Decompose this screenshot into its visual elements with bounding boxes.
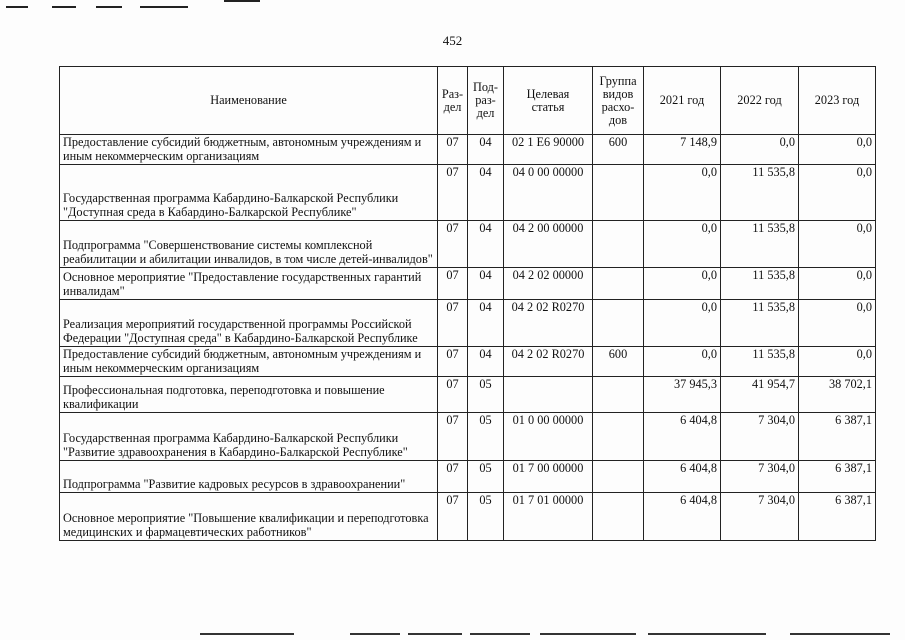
row-value-2022: 11 535,8 — [721, 347, 799, 377]
row-section: 07 — [438, 300, 468, 347]
table-row — [60, 300, 876, 347]
row-subsection: 05 — [468, 493, 504, 541]
row-name: Основное мероприятие "Предоставление государственных гарантий инвалидам" — [60, 268, 438, 300]
row-subsection: 04 — [468, 135, 504, 165]
table-row — [60, 461, 876, 493]
column-header-subsection: Под- раз- дел — [468, 67, 504, 135]
row-section: 07 — [438, 493, 468, 541]
row-value-2023: 38 702,1 — [799, 377, 876, 413]
row-name: Предоставление субсидий бюджетным, автономным учреждениям и иным некоммерческим организациям — [60, 135, 438, 165]
row-value-2023: 0,0 — [799, 135, 876, 165]
scan-artifact-line — [350, 633, 400, 635]
row-subsection: 05 — [468, 413, 504, 461]
row-value-2021: 6 404,8 — [644, 413, 721, 461]
row-value-2022: 41 954,7 — [721, 377, 799, 413]
row-section: 07 — [438, 461, 468, 493]
row-value-2023: 6 387,1 — [799, 493, 876, 541]
column-header-2022: 2022 год — [721, 67, 799, 135]
row-value-2023: 6 387,1 — [799, 461, 876, 493]
column-header-target-article: Целевая статья — [504, 67, 593, 135]
scan-artifact-line — [470, 633, 530, 635]
table-row — [60, 268, 876, 300]
row-value-2023: 0,0 — [799, 300, 876, 347]
table-row — [60, 413, 876, 461]
page-number: 452 — [442, 33, 463, 48]
table-row — [60, 135, 876, 165]
row-name: Подпрограмма "Совершенствование системы комплексной реабилитации и абилитации инвалидов, в том числе детей-инвалидов" — [60, 221, 438, 268]
scan-artifact-line — [408, 633, 462, 635]
row-expense-group — [593, 461, 644, 493]
scan-artifact-line — [96, 6, 122, 8]
budget-table — [59, 66, 876, 541]
column-header-name: Наименование — [60, 67, 438, 135]
column-header-section: Раз- дел — [438, 67, 468, 135]
row-name: Реализация мероприятий государственной программы Российской Федерации "Доступная среда" в Кабардино-Балкарской Республике — [60, 300, 438, 347]
table-header-row — [60, 67, 876, 135]
row-target-article: 04 2 02 R0270 — [504, 300, 593, 347]
row-subsection: 04 — [468, 165, 504, 221]
row-name: Государственная программа Кабардино-Балкарской Республики "Доступная среда в Кабардино-Балкарской Республике" — [60, 165, 438, 221]
row-value-2021: 0,0 — [644, 221, 721, 268]
row-target-article: 01 7 00 00000 — [504, 461, 593, 493]
row-target-article — [504, 377, 593, 413]
row-subsection: 05 — [468, 377, 504, 413]
row-section: 07 — [438, 377, 468, 413]
row-value-2021: 0,0 — [644, 300, 721, 347]
row-subsection: 04 — [468, 300, 504, 347]
row-name: Основное мероприятие "Повышение квалификации и переподготовка медицинских и фармацевтических работников" — [60, 493, 438, 541]
row-value-2021: 0,0 — [644, 268, 721, 300]
row-value-2023: 0,0 — [799, 347, 876, 377]
scan-artifact-line — [790, 633, 890, 635]
row-expense-group — [593, 221, 644, 268]
row-expense-group — [593, 377, 644, 413]
scan-artifact-line — [6, 6, 28, 8]
row-expense-group — [593, 493, 644, 541]
row-section: 07 — [438, 413, 468, 461]
row-name: Предоставление субсидий бюджетным, автономным учреждениям и иным некоммерческим организациям — [60, 347, 438, 377]
scan-artifact-line — [52, 6, 76, 8]
table-row — [60, 377, 876, 413]
row-target-article: 04 2 02 00000 — [504, 268, 593, 300]
row-target-article: 04 0 00 00000 — [504, 165, 593, 221]
row-value-2021: 6 404,8 — [644, 461, 721, 493]
row-value-2023: 6 387,1 — [799, 413, 876, 461]
row-value-2022: 0,0 — [721, 135, 799, 165]
table-row — [60, 165, 876, 221]
row-value-2023: 0,0 — [799, 221, 876, 268]
row-expense-group — [593, 268, 644, 300]
column-header-2021: 2021 год — [644, 67, 721, 135]
row-subsection: 05 — [468, 461, 504, 493]
scan-artifact-line — [540, 633, 636, 635]
row-name: Профессиональная подготовка, переподготовка и повышение квалификации — [60, 377, 438, 413]
row-section: 07 — [438, 165, 468, 221]
row-value-2021: 7 148,9 — [644, 135, 721, 165]
row-value-2021: 37 945,3 — [644, 377, 721, 413]
row-value-2022: 11 535,8 — [721, 268, 799, 300]
row-section: 07 — [438, 221, 468, 268]
row-value-2022: 7 304,0 — [721, 413, 799, 461]
column-header-expense-group: Группа видов расхо- дов — [593, 67, 644, 135]
row-value-2022: 7 304,0 — [721, 461, 799, 493]
row-expense-group: 600 — [593, 347, 644, 377]
row-value-2023: 0,0 — [799, 268, 876, 300]
table-row — [60, 493, 876, 541]
scan-artifact-line — [200, 633, 294, 635]
table-row — [60, 221, 876, 268]
table-row — [60, 347, 876, 377]
row-value-2021: 0,0 — [644, 347, 721, 377]
row-value-2022: 11 535,8 — [721, 221, 799, 268]
row-subsection: 04 — [468, 347, 504, 377]
row-target-article: 04 2 00 00000 — [504, 221, 593, 268]
row-value-2022: 11 535,8 — [721, 165, 799, 221]
row-expense-group: 600 — [593, 135, 644, 165]
scan-artifact-line — [224, 0, 260, 2]
row-value-2022: 7 304,0 — [721, 493, 799, 541]
scan-artifact-line — [648, 633, 766, 635]
row-name: Подпрограмма "Развитие кадровых ресурсов в здравоохранении" — [60, 461, 438, 493]
row-expense-group — [593, 300, 644, 347]
row-subsection: 04 — [468, 268, 504, 300]
row-name: Государственная программа Кабардино-Балкарской Республики "Развитие здравоохранения в Кабардино-Балкарской Республике" — [60, 413, 438, 461]
row-expense-group — [593, 165, 644, 221]
row-section: 07 — [438, 347, 468, 377]
row-target-article: 01 0 00 00000 — [504, 413, 593, 461]
row-section: 07 — [438, 135, 468, 165]
column-header-2023: 2023 год — [799, 67, 876, 135]
row-value-2021: 6 404,8 — [644, 493, 721, 541]
row-value-2022: 11 535,8 — [721, 300, 799, 347]
row-target-article: 01 7 01 00000 — [504, 493, 593, 541]
row-expense-group — [593, 413, 644, 461]
row-value-2023: 0,0 — [799, 165, 876, 221]
row-value-2021: 0,0 — [644, 165, 721, 221]
row-target-article: 04 2 02 R0270 — [504, 347, 593, 377]
row-section: 07 — [438, 268, 468, 300]
row-target-article: 02 1 Е6 90000 — [504, 135, 593, 165]
row-subsection: 04 — [468, 221, 504, 268]
scan-artifact-line — [140, 6, 188, 8]
